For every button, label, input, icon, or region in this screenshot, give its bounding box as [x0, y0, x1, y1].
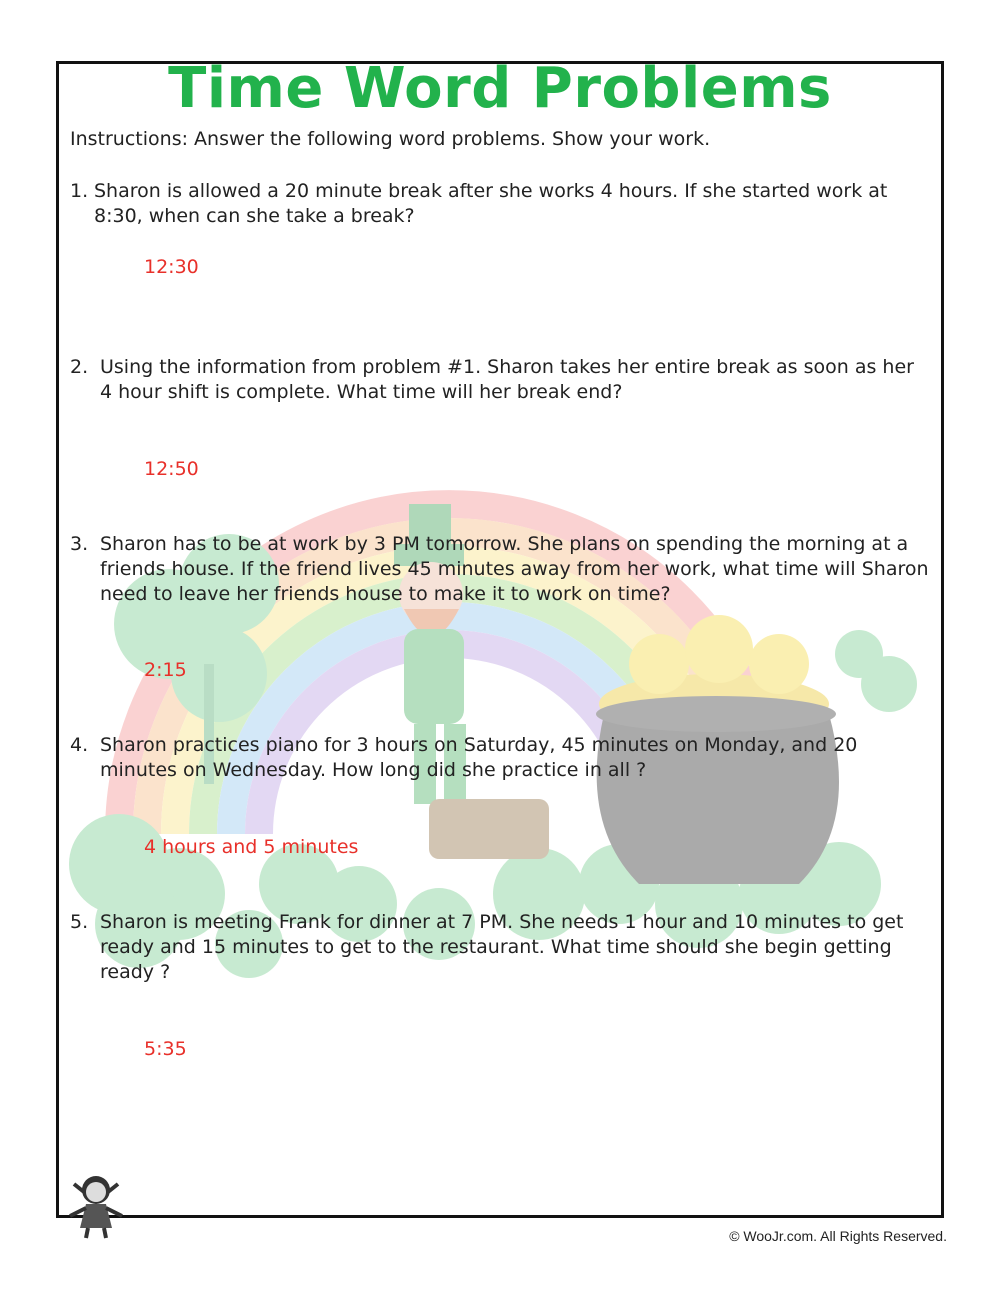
answer-1: 12:30	[144, 256, 199, 278]
copyright-notice: © WooJr.com. All Rights Reserved.	[729, 1228, 947, 1244]
girl-mascot-icon	[60, 1170, 130, 1240]
worksheet-frame	[56, 61, 944, 1218]
problem-number: 2.	[70, 356, 89, 378]
answer-5: 5:35	[144, 1038, 187, 1060]
problem-3	[70, 532, 930, 607]
problem-5	[70, 910, 930, 985]
problem-number: 3.	[70, 533, 89, 555]
problem-text: Sharon has to be at work by 3 PM tomorrow. She plans on spending the morning at a friends house. If the friend lives 45 minutes away from her work, what time will Sharon need to leave her friends house to make it to work on time?	[100, 533, 929, 605]
answer-3: 2:15	[144, 659, 187, 681]
page-title: Time Word Problems	[168, 56, 832, 121]
problem-text: Sharon is meeting Frank for dinner at 7 PM. She needs 1 hour and 10 minutes to get ready and 15 minutes to get to the restaurant. What time should she begin getting ready ?	[100, 911, 904, 983]
problem-2	[70, 355, 930, 405]
instructions: Instructions: Answer the following word problems. Show your work.	[70, 128, 711, 150]
problem-text: Using the information from problem #1. Sharon takes her entire break as soon as her 4 hour shift is complete. What time will her break end?	[100, 356, 914, 403]
problem-text: Sharon practices piano for 3 hours on Saturday, 45 minutes on Monday, and 20 minutes on Wednesday. How long did she practice in all ?	[100, 734, 858, 781]
problem-number: 5.	[70, 911, 89, 933]
problem-1	[70, 179, 930, 229]
problem-text: Sharon is allowed a 20 minute break after she works 4 hours. If she started work at 8:30, when can she take a break?	[94, 180, 888, 227]
rainbow-leprechaun-background-art	[59, 64, 944, 1218]
problem-number: 1.	[70, 180, 89, 202]
answer-2: 12:50	[144, 458, 199, 480]
problem-4	[70, 733, 930, 783]
answer-4: 4 hours and 5 minutes	[144, 836, 359, 858]
problem-number: 4.	[70, 734, 89, 756]
